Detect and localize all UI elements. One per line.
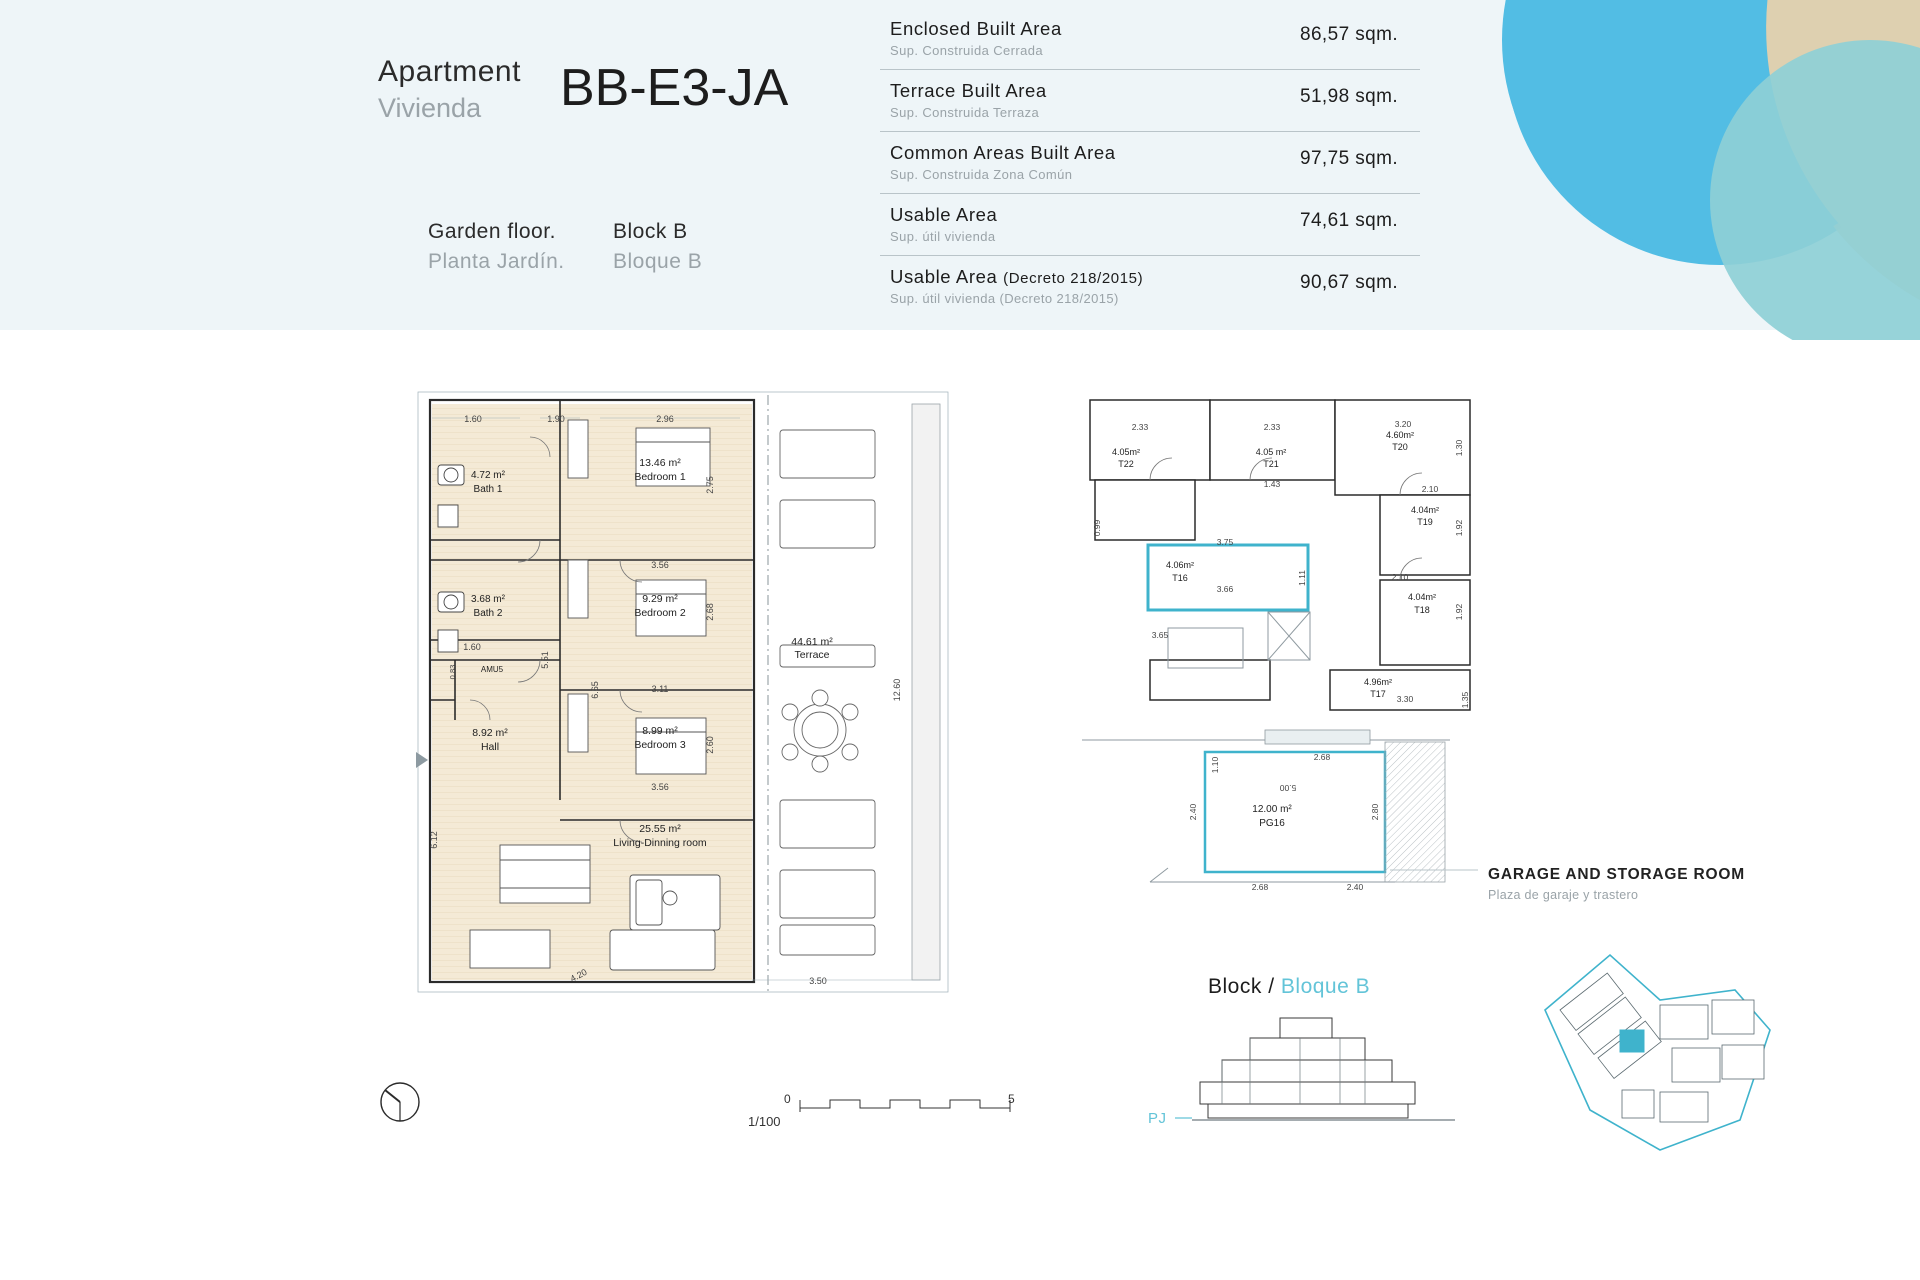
scale-start-label: 0: [784, 1092, 791, 1106]
north-arrow-icon: [381, 1083, 419, 1121]
storage-code: T19: [1417, 517, 1433, 527]
area-label-es: Sup. Construida Terraza: [890, 105, 1040, 120]
dimension: 1.92: [1454, 603, 1464, 621]
dimension: 1.60: [463, 642, 481, 652]
room-name: Bedroom 3: [634, 739, 686, 751]
room-name: Terrace: [794, 649, 830, 661]
area-label-en: Common Areas Built Area: [890, 142, 1116, 163]
dimension: 2.33: [1263, 422, 1281, 432]
block-diagram-label: [1208, 975, 1370, 999]
dimension: 3.66: [1216, 584, 1234, 594]
block-label-es: Bloque B: [613, 250, 703, 273]
block-label-en-text: Block: [1208, 975, 1262, 998]
scale-end-label: 5: [1008, 1092, 1015, 1106]
site-plan-diagram: [1545, 955, 1770, 1150]
dimension: 3.56: [651, 560, 669, 570]
room-area: 25.55 m²: [639, 823, 681, 835]
floor-label-es: Planta Jardín.: [428, 250, 565, 273]
room-name: Hall: [480, 741, 500, 753]
storage-area: 4.04m²: [1407, 592, 1437, 602]
room-area: 3.68 m²: [471, 594, 505, 605]
storage-code: T21: [1263, 459, 1279, 469]
dimension: 3.75: [1216, 537, 1234, 547]
storage-code: T18: [1414, 605, 1430, 615]
dimension: 2.80: [1370, 803, 1380, 821]
area-label-en-main: Usable Area: [890, 266, 998, 287]
dimension: 5.51: [540, 651, 550, 669]
block-label-en: Block B: [613, 220, 688, 243]
scale-bar: [800, 1100, 1010, 1112]
dimension: 3.11: [651, 684, 669, 694]
room-area: 44.61 m²: [791, 636, 833, 648]
garage-plan: [1082, 730, 1478, 892]
dimension: 2.75: [705, 476, 715, 494]
storage-area: 4.60m²: [1385, 430, 1415, 440]
dimension: 3.65: [1151, 630, 1169, 640]
dimension: 2.10: [1421, 484, 1439, 494]
area-label-en: Usable Area: [890, 204, 998, 225]
pj-level-label: PJ: [1148, 1110, 1167, 1127]
dimension: 5.00: [1279, 783, 1297, 793]
storage-code: T16: [1172, 573, 1188, 583]
room-name: Bath 2: [473, 608, 503, 619]
block-label-separator: /: [1268, 975, 1275, 998]
closet-label: AMU5: [480, 665, 504, 674]
dimension: 2.68: [1313, 752, 1331, 762]
apartment-label: Apartment: [378, 55, 521, 88]
area-label-es: Sup. útil vivienda (Decreto 218/2015): [890, 291, 1119, 306]
area-label-es: Sup. Construida Cerrada: [890, 43, 1043, 58]
area-label-en: Terrace Built Area: [890, 80, 1047, 101]
room-area: 13.46 m²: [639, 457, 681, 469]
vivienda-label: Vivienda: [378, 93, 482, 123]
dimension: 1.35: [1460, 691, 1470, 709]
room-name: Bedroom 1: [634, 471, 686, 483]
dimension: 1.30: [1454, 439, 1464, 457]
dimension: 2.60: [705, 736, 715, 754]
highlighted-block-marker: [1620, 1030, 1644, 1052]
garage-caption-es: Plaza de garaje y trastero: [1488, 888, 1639, 902]
dimension: 3.30: [1396, 694, 1414, 704]
dimension: 6.12: [429, 831, 439, 849]
room-area: 8.92 m²: [472, 727, 508, 739]
room-name: Living-Dinning room: [613, 837, 707, 849]
dimension: 3.56: [651, 782, 669, 792]
apartment-code: BB-E3-JA: [560, 59, 789, 117]
view-direction-marker-icon: [416, 752, 428, 768]
storage-area: 4.96m²: [1363, 677, 1393, 687]
area-value: 51,98 sqm.: [1300, 86, 1398, 107]
area-label-es: Sup. útil vivienda: [890, 229, 996, 244]
scale-ratio-label: 1/100: [748, 1114, 781, 1129]
storage-rooms-plan: [1082, 392, 1482, 710]
dimension: 3.20: [1394, 419, 1412, 429]
dimension: 0.83: [448, 664, 457, 680]
garage-area: 12.00 m²: [1252, 804, 1292, 815]
storage-code: T17: [1370, 689, 1386, 699]
room-area: 9.29 m²: [642, 593, 678, 605]
block-label-es-text: Bloque B: [1280, 975, 1371, 998]
room-name: Bedroom 2: [634, 607, 686, 619]
area-value: 90,67 sqm.: [1300, 272, 1398, 293]
area-label-decree: (Decreto 218/2015): [1003, 270, 1144, 287]
dimension: 2.40: [1188, 803, 1198, 821]
dimension: 1.11: [1297, 570, 1307, 586]
dimension: 1.92: [1454, 519, 1464, 537]
dimension: 4.20: [568, 966, 589, 984]
dimension: 3.50: [809, 976, 827, 986]
room-area: 8.99 m²: [642, 725, 678, 737]
room-area: 4.72 m²: [471, 470, 505, 481]
dimension: 1.10: [1210, 756, 1220, 774]
area-value: 74,61 sqm.: [1300, 210, 1398, 231]
dimension: 2.10: [1391, 572, 1409, 582]
apartment-floorplan: [416, 392, 948, 992]
block-elevation-diagram: [1175, 1018, 1455, 1120]
dimension: 2.68: [705, 603, 715, 621]
dimension: 12.60: [892, 678, 902, 702]
dimension: 2.33: [1131, 422, 1149, 432]
area-value: 86,57 sqm.: [1300, 24, 1398, 45]
dimension: 1.43: [1263, 479, 1281, 489]
storage-area: 4.04m²: [1410, 505, 1440, 515]
dimension: 1.90: [547, 414, 565, 424]
dimension: 6.65: [590, 681, 600, 699]
storage-area: 4.05m²: [1111, 447, 1141, 457]
garage-code: PG16: [1259, 818, 1285, 829]
garage-caption-en: GARAGE AND STORAGE ROOM: [1488, 866, 1745, 883]
storage-area: 4.05 m²: [1255, 447, 1287, 457]
storage-code: T20: [1392, 442, 1408, 452]
storage-code: T22: [1118, 459, 1134, 469]
room-name: Bath 1: [473, 484, 503, 495]
dimension: 2.40: [1346, 882, 1364, 892]
storage-area: 4.06m²: [1165, 560, 1195, 570]
dimension: 1.60: [464, 414, 482, 424]
dimension: 2.68: [1251, 882, 1269, 892]
highlighted-garage-space: [1205, 752, 1385, 872]
area-label-es: Sup. Construida Zona Común: [890, 167, 1073, 182]
dimension: 2.96: [656, 414, 674, 424]
area-label-en: Enclosed Built Area: [890, 18, 1062, 39]
floor-label-en: Garden floor.: [428, 220, 556, 243]
dimension: 0.99: [1092, 519, 1102, 537]
area-value: 97,75 sqm.: [1300, 148, 1398, 169]
